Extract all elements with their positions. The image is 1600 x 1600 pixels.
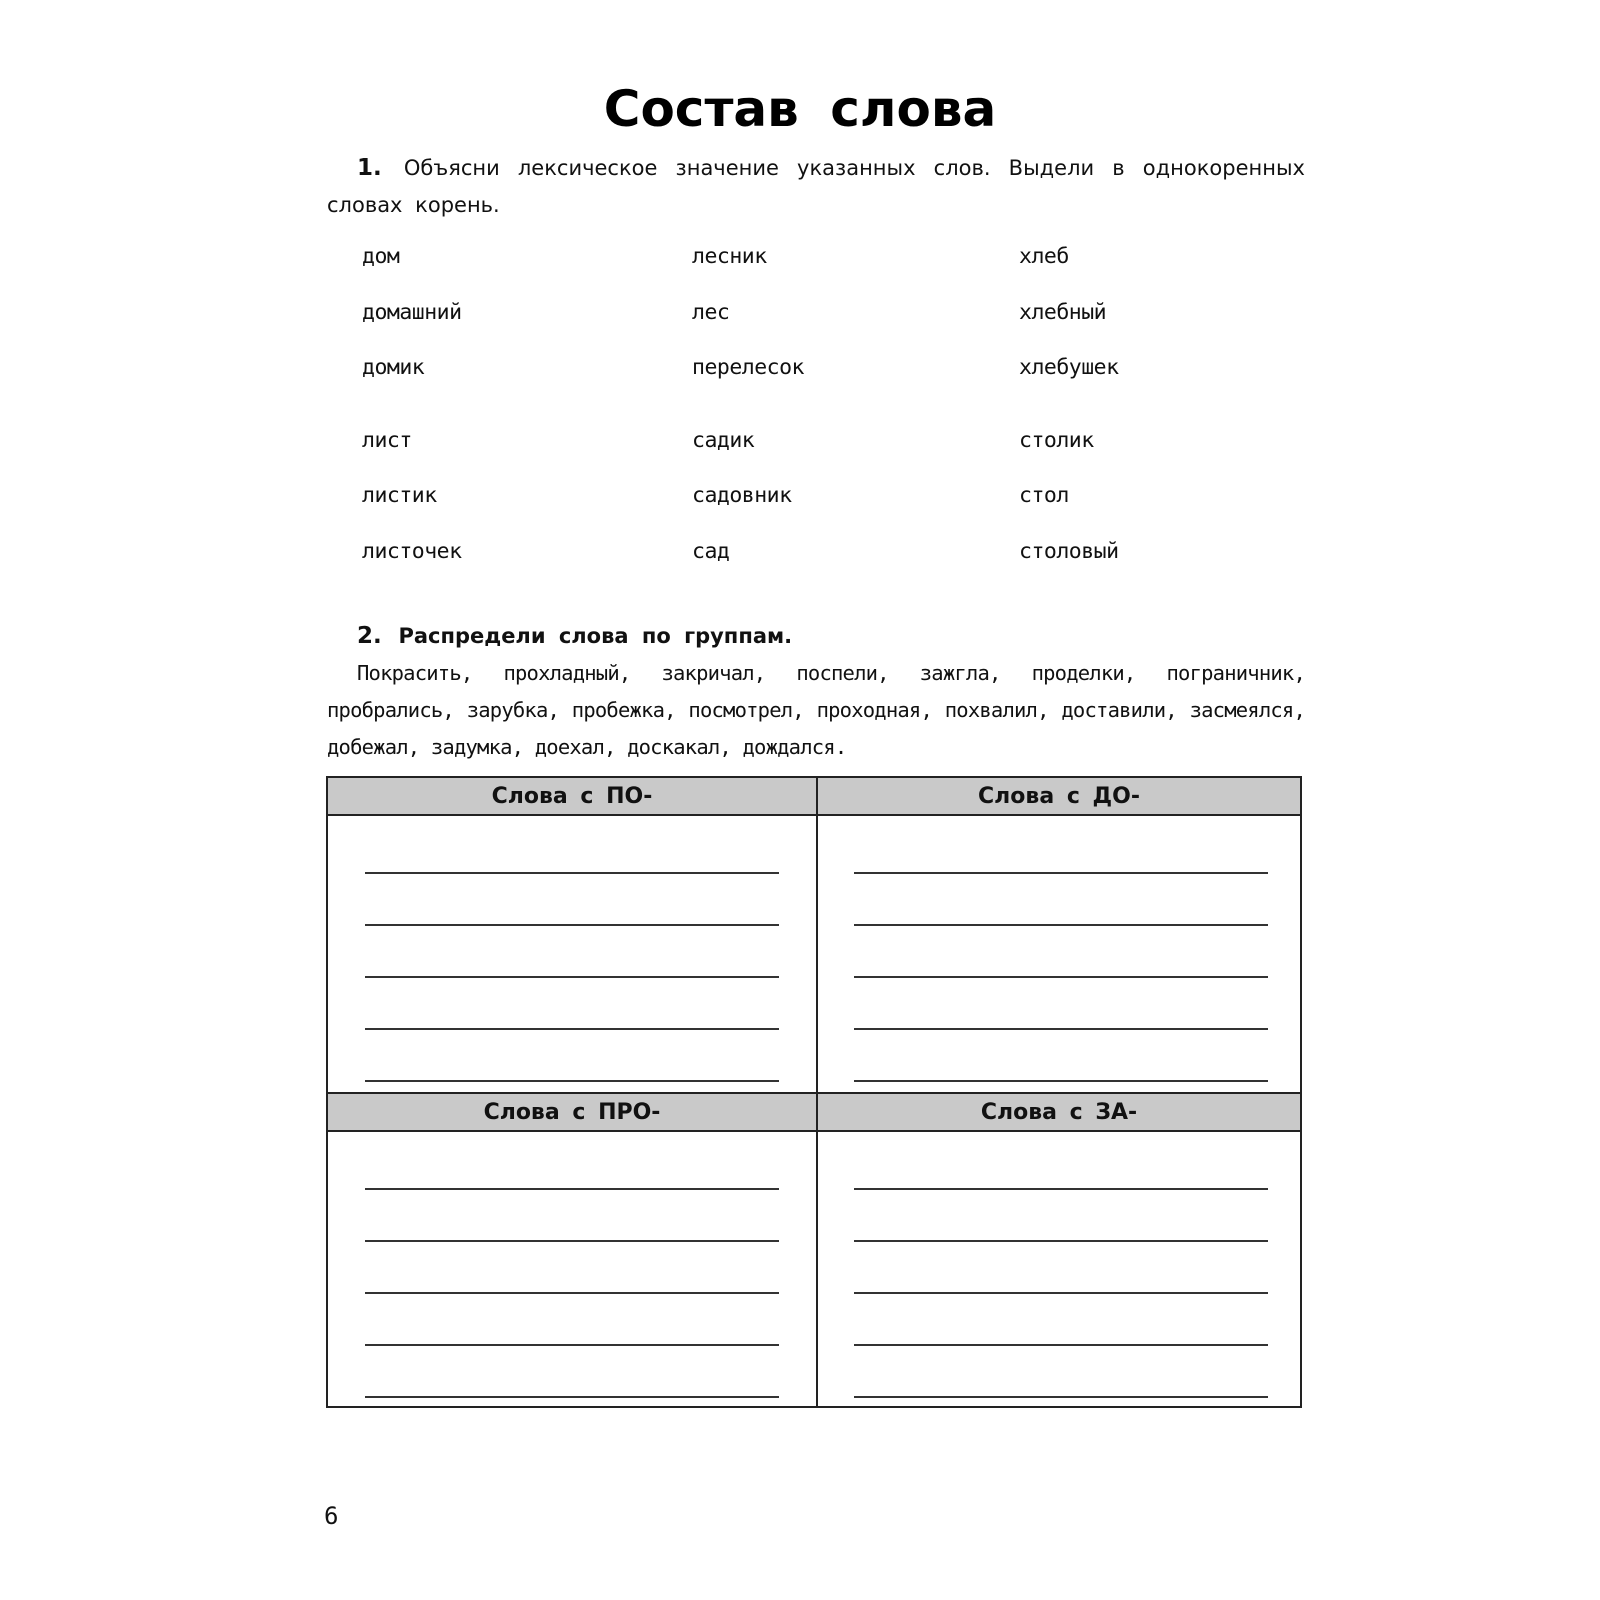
word-col2-4: садовник xyxy=(692,483,792,508)
writing-line[interactable] xyxy=(365,1080,779,1082)
word-col3-3: столик xyxy=(1019,428,1094,453)
writing-line[interactable] xyxy=(854,872,1268,874)
writing-line[interactable] xyxy=(365,976,779,978)
word-col2-2: перелесок xyxy=(692,355,804,380)
word-col3-5: столовый xyxy=(1019,539,1119,564)
table-horizontal-divider xyxy=(328,1092,1300,1094)
writing-line[interactable] xyxy=(854,1240,1268,1242)
word-col3-2: хлебушек xyxy=(1019,355,1119,380)
word-col1-4: листик xyxy=(362,483,437,508)
writing-line[interactable] xyxy=(854,1028,1268,1030)
writing-line[interactable] xyxy=(365,1292,779,1294)
word-col3-1: хлебный xyxy=(1019,300,1107,325)
word-col3-0: хлеб xyxy=(1019,244,1069,269)
task-1 xyxy=(327,150,1305,224)
word-col2-0: лесник xyxy=(692,244,767,269)
writing-line[interactable] xyxy=(365,924,779,926)
writing-line[interactable] xyxy=(854,1292,1268,1294)
task-2-number: 2. xyxy=(357,623,382,649)
task-2-title xyxy=(357,618,1257,655)
page-title: Состав слова xyxy=(603,80,997,138)
writing-line[interactable] xyxy=(365,1344,779,1346)
page-number: 6 xyxy=(324,1502,339,1530)
task-2-text: Покрасить, прохладный, закричал, поспели, зажгла, проделки, пограничник, пробрались, зарубка, пробежка, посмотрел, проходная, похвалил, доставили, засмеялся, добежал, задумка, доехал, доскакал, дождался. xyxy=(327,661,1305,759)
task-1-number: 1. xyxy=(357,155,382,181)
writing-line[interactable] xyxy=(854,976,1268,978)
writing-line[interactable] xyxy=(854,1344,1268,1346)
writing-line[interactable] xyxy=(854,924,1268,926)
word-col1-5: листочек xyxy=(362,539,462,564)
task-2-title-text: Распредели слова по группам. xyxy=(398,624,793,648)
header-pro: Слова с ПРО- xyxy=(328,1094,816,1132)
header-do: Слова с ДО- xyxy=(818,778,1300,816)
writing-line[interactable] xyxy=(365,1396,779,1398)
word-col3-4: стол xyxy=(1019,483,1069,508)
writing-line[interactable] xyxy=(854,1080,1268,1082)
writing-line[interactable] xyxy=(365,872,779,874)
writing-line[interactable] xyxy=(854,1396,1268,1398)
groups-table xyxy=(326,776,1302,1408)
word-col2-5: сад xyxy=(692,539,730,564)
writing-line[interactable] xyxy=(854,1188,1268,1190)
word-col1-3: лист xyxy=(362,428,412,453)
word-col2-1: лес xyxy=(692,300,730,325)
header-za: Слова с ЗА- xyxy=(818,1094,1300,1132)
word-col1-2: домик xyxy=(362,355,425,380)
task-1-text: Объясни лексическое значение указанных слов. Выдели в однокоренных словах корень. xyxy=(327,156,1305,217)
writing-line[interactable] xyxy=(365,1188,779,1190)
word-col1-1: домашний xyxy=(362,300,462,325)
writing-line[interactable] xyxy=(365,1240,779,1242)
word-col1-0: дом xyxy=(362,244,400,269)
writing-line[interactable] xyxy=(365,1028,779,1030)
header-po: Слова с ПО- xyxy=(328,778,816,816)
word-col2-3: садик xyxy=(692,428,755,453)
